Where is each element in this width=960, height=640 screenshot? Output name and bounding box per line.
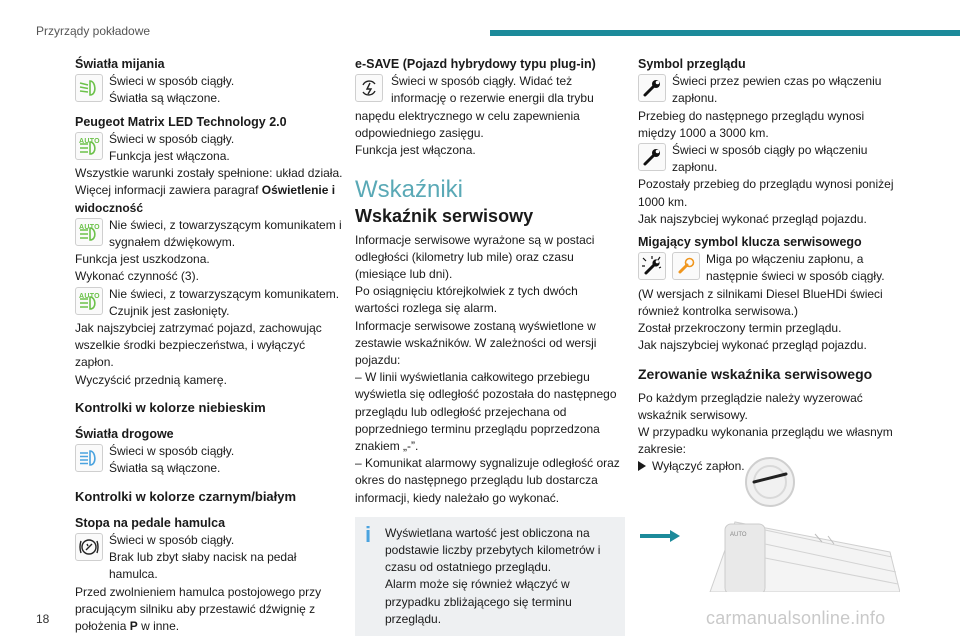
low-beam-icon xyxy=(75,74,103,102)
matrix-led-icon: AUTO xyxy=(75,218,103,246)
column-1: Światła mijania Świeci w sposób ciągły. Światła są włączone. Peugeot Matrix LED Technology 2.0 AUTO Świeci w sposób ciągły. Funkcja jest włączona. Wszystkie warunki zostały spełnione: układ działa. Więcej informacji zawiera paragraf Oświetlenie i widoczność AUTO Nie świeci, z towarzyszącym komunikatem i sygnałem dźwiękowym. Funkcja jest uszkodzona. Wykonać czynność (3). AUTO Nie świeci, z towarzyszącym komunikatem. Czujnik jest zasłonięty. Jak najszybciej zatrzymać pojazd, zachowując wszelkie środki bezpieczeństwa, i wyłączyć zapłon. Wyczyścić przednią kamerę. Kontrolki w kolorze niebieskim Światła drogowe Świeci w sposób ciągły. Światła są włączone. Kontrolki w kolorze czarnym/białym Stopa na pedale hamulca Świeci w sposób ciągły. Brak lub zbyt słaby nacisk na pedał hamulca. Przed zwolnieniem hamulca postojowego przy pracującym silniku aby przestawić dźwignię z położenia P w inne. xyxy=(75,57,343,634)
info-note: i Wyświetlana wartość jest obliczona na podstawie liczby przebytych kilometrów i czasu od ostatniego przeglądu. Alarm może się również włączyć w przypadku zbliżającego się terminu przeglądu. xyxy=(355,517,625,636)
service-symbol-title: Symbol przeglądu xyxy=(638,57,746,71)
header-bar xyxy=(490,30,960,36)
black-white-indicators-heading: Kontrolki w kolorze czarnym/białym xyxy=(75,488,297,504)
flashing-wrench-title: Migający symbol klucza serwisowego xyxy=(638,235,862,250)
service-indicator-title: Wskaźnik serwisowy xyxy=(355,206,534,227)
column-3: Symbol przeglądu Świeci przez pewien czas po włączeniu zapłonu. Przebieg do następnego przeglądu wynosi między 1000 a 3000 km. Świeci w sposób ciągły po włączeniu zapłonu. Pozostały przebieg do przeglądu wynosi poniżej 1000 km. Jak najszybciej wykonać przegląd pojazdu. Migający symbol klucza serwisowego Miga po włączeniu zapłonu, a następnie świeci w sposób ciągły. (W wersjach z silnikami Diesel BlueHDi świeci również kontrolka serwisowa.) Został przekroczony termin przeglądu. Jak najszybciej wykonać przegląd pojazdu. Zerowanie wskaźnika serwisowego Po każdym przeglądzie należy wyzerować wskaźnik serwisowy. W przypadku wykonania przeglądu we własnym zakresie: Wyłączyć zapłon. xyxy=(638,57,894,474)
matrix-led-icon: AUTO xyxy=(75,287,103,315)
watermark: carmanualsonline.info xyxy=(706,608,886,628)
esave-title: e-SAVE (Pojazd hybrydowy typu plug-in) xyxy=(355,57,596,71)
wrench-icon xyxy=(638,74,666,102)
high-beam-icon xyxy=(75,444,103,472)
service-symbol-row-b: Świeci w sposób ciągły po włączeniu zapłonu. xyxy=(638,142,894,176)
high-beam-row: Świeci w sposób ciągły. Światła są włączone. xyxy=(75,443,343,477)
steering-wheel-icon xyxy=(746,458,794,506)
high-beam-title: Światła drogowe xyxy=(75,427,174,442)
matrix-led-row-a: AUTO Świeci w sposób ciągły. Funkcja jest włączona. xyxy=(75,131,343,165)
stalk-auto-label: AUTO xyxy=(730,532,747,538)
page-number: 18 xyxy=(36,612,50,626)
reset-service-title: Zerowanie wskaźnika serwisowego xyxy=(638,366,873,383)
esave-block: Świeci w sposób ciągły. Widać też informację o rezerwie energii dla trybu napędu elektrycznego w celu zapewnienia odpowiedniego zasięgu. xyxy=(355,74,594,140)
esave-icon xyxy=(355,74,383,102)
orange-wrench-icon xyxy=(672,252,700,280)
flashing-wrench-row: Miga po włączeniu zapłonu, a następnie świeci w sposób ciągły. xyxy=(638,251,894,285)
brake-pedal-title: Stopa na pedale hamulca xyxy=(75,515,226,530)
low-beam-row xyxy=(75,73,343,107)
brake-pedal-row: Świeci w sposób ciągły. Brak lub zbyt słaby nacisk na pedał hamulca. xyxy=(75,532,343,584)
matrix-led-title: Peugeot Matrix LED Technology 2.0 xyxy=(75,114,287,129)
column-2: e-SAVE (Pojazd hybrydowy typu plug-in) Świeci w sposób ciągły. Widać też informację o rezerwie energii dla trybu napędu elektrycznego w celu zapewnienia odpowiedniego zasięgu. Funkcja jest włączona. Wskaźniki Wskaźnik serwisowy Informacje serwisowe wyrażone są w postaci odległości (kilometry lub mile) oraz czasu (miesiące lub dni). Po osiągnięciu którejkolwiek z tych dwóch wartości rozlega się alarm. Informacje serwisowe zostaną wyświetlone w zestawie wskaźników. W zależności od wersji pojazdu: – W linii wyświetlania całkowitego przebiegu wyświetla się odległość pozostała do następnego przeglądu lub odległość przejechana od poprzedniego terminu przeglądu poprzedzona znakiem „-”. – Komunikat alarmowy sygnalizuje odległość oraz okres do następnego przeglądu lub dostarcza informacji, kiedy należało go wykonać. i Wyświetlana wartość jest obliczona na podstawie liczby przebytych kilometrów i czasu od ostatniego przeglądu. Alarm może się również włączyć w przypadku zbliżającego się terminu przeglądu. xyxy=(355,56,625,636)
wrench-icon xyxy=(638,143,666,171)
foot-on-brake-icon xyxy=(75,533,103,561)
matrix-led-row-c: AUTO Nie świeci, z towarzyszącym komunikatem. Czujnik jest zasłonięty. xyxy=(75,286,343,320)
service-symbol-row-a: Świeci przez pewien czas po włączeniu zapłonu. xyxy=(638,73,894,107)
info-icon: i xyxy=(365,521,372,547)
low-beam-text: Świeci w sposób ciągły. Światła są włączone. xyxy=(109,74,235,106)
pointing-arrow-icon xyxy=(640,530,680,542)
flashing-wrench-icon xyxy=(638,252,666,280)
low-beam-title: Światła mijania xyxy=(75,57,165,71)
indicators-section-title: Wskaźniki xyxy=(355,176,464,204)
blue-indicators-heading: Kontrolki w kolorze niebieskim xyxy=(75,399,266,415)
matrix-led-icon: AUTO xyxy=(75,132,103,160)
header-title: Przyrządy pokładowe xyxy=(36,24,151,38)
matrix-led-row-b: AUTO Nie świeci, z towarzyszącym komunikatem i sygnałem dźwiękowym. xyxy=(75,217,343,251)
stalk-illustration xyxy=(640,452,900,592)
